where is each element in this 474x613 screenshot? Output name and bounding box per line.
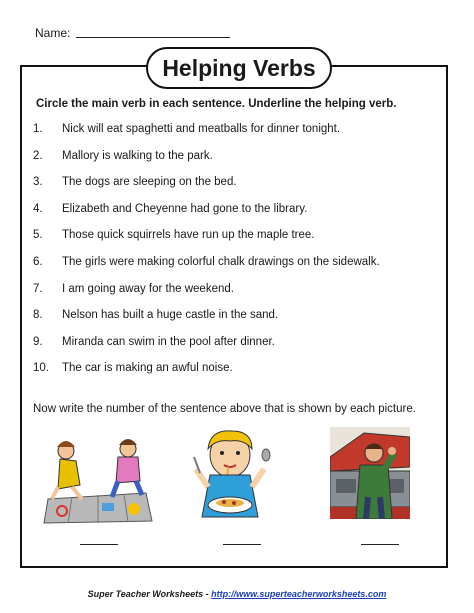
list-item (33, 362, 380, 389)
name-field (35, 26, 230, 40)
list-item (33, 256, 380, 283)
sentence-number: 1. (33, 123, 43, 135)
footer-brand: Super Teacher Worksheets (87, 589, 204, 599)
instructions: Circle the main verb in each sentence. Underline the helping verb. (36, 98, 397, 110)
answer-blank-3[interactable] (361, 543, 399, 545)
sentence-number: 8. (33, 309, 43, 322)
list-item (33, 336, 380, 363)
footer-separator: - (205, 589, 209, 599)
sentence-number: 6. (33, 255, 43, 268)
sentence-text: Mallory is walking to the park. (62, 149, 213, 162)
list-item (33, 150, 380, 177)
list-item (33, 203, 380, 230)
sentence-text: The car is making an awful noise. (62, 362, 233, 375)
sentence-text: Elizabeth and Cheyenne had gone to the library. (62, 202, 308, 215)
title-badge (146, 47, 332, 89)
sentence-text: Nick will eat spaghetti and meatballs for dinner tonight. (62, 123, 341, 135)
sentence-text: I am going away for the weekend. (62, 282, 234, 295)
list-item (33, 229, 380, 256)
sentence-number: 7. (33, 282, 43, 295)
sentence-text: Miranda can swim in the pool after dinner. (62, 335, 275, 348)
list-item (33, 309, 380, 336)
footer (0, 589, 474, 599)
list-item (33, 123, 380, 150)
name-line[interactable] (76, 27, 230, 38)
sentence-number: 4. (33, 202, 43, 215)
sentence-text: The dogs are sleeping on the bed. (62, 176, 237, 189)
list-item (33, 283, 380, 310)
man-broken-car-icon (330, 427, 410, 519)
answer-blank-1[interactable] (80, 543, 118, 545)
picture-instructions: Now write the number of the sentence above that is shown by each picture. (33, 403, 416, 415)
boy-eating-spaghetti-icon (188, 427, 272, 519)
sentence-list (33, 123, 380, 389)
footer-link[interactable]: http://www.superteacherworksheets.com (211, 589, 387, 599)
sentence-number: 10. (33, 362, 49, 375)
name-label: Name: (35, 26, 71, 40)
sentence-number: 5. (33, 229, 43, 242)
sentence-number: 3. (33, 176, 43, 189)
page-title: Helping Verbs (162, 55, 316, 81)
answer-blank-2[interactable] (223, 543, 261, 545)
list-item (33, 176, 380, 203)
girls-chalk-drawing-icon (42, 433, 154, 525)
sentence-number: 9. (33, 335, 43, 348)
sentence-text: Those quick squirrels have run up the maple tree. (62, 229, 315, 242)
sentence-text: The girls were making colorful chalk drawings on the sidewalk. (62, 255, 380, 268)
sentence-number: 2. (33, 149, 43, 162)
sentence-text: Nelson has built a huge castle in the sand. (62, 309, 279, 322)
